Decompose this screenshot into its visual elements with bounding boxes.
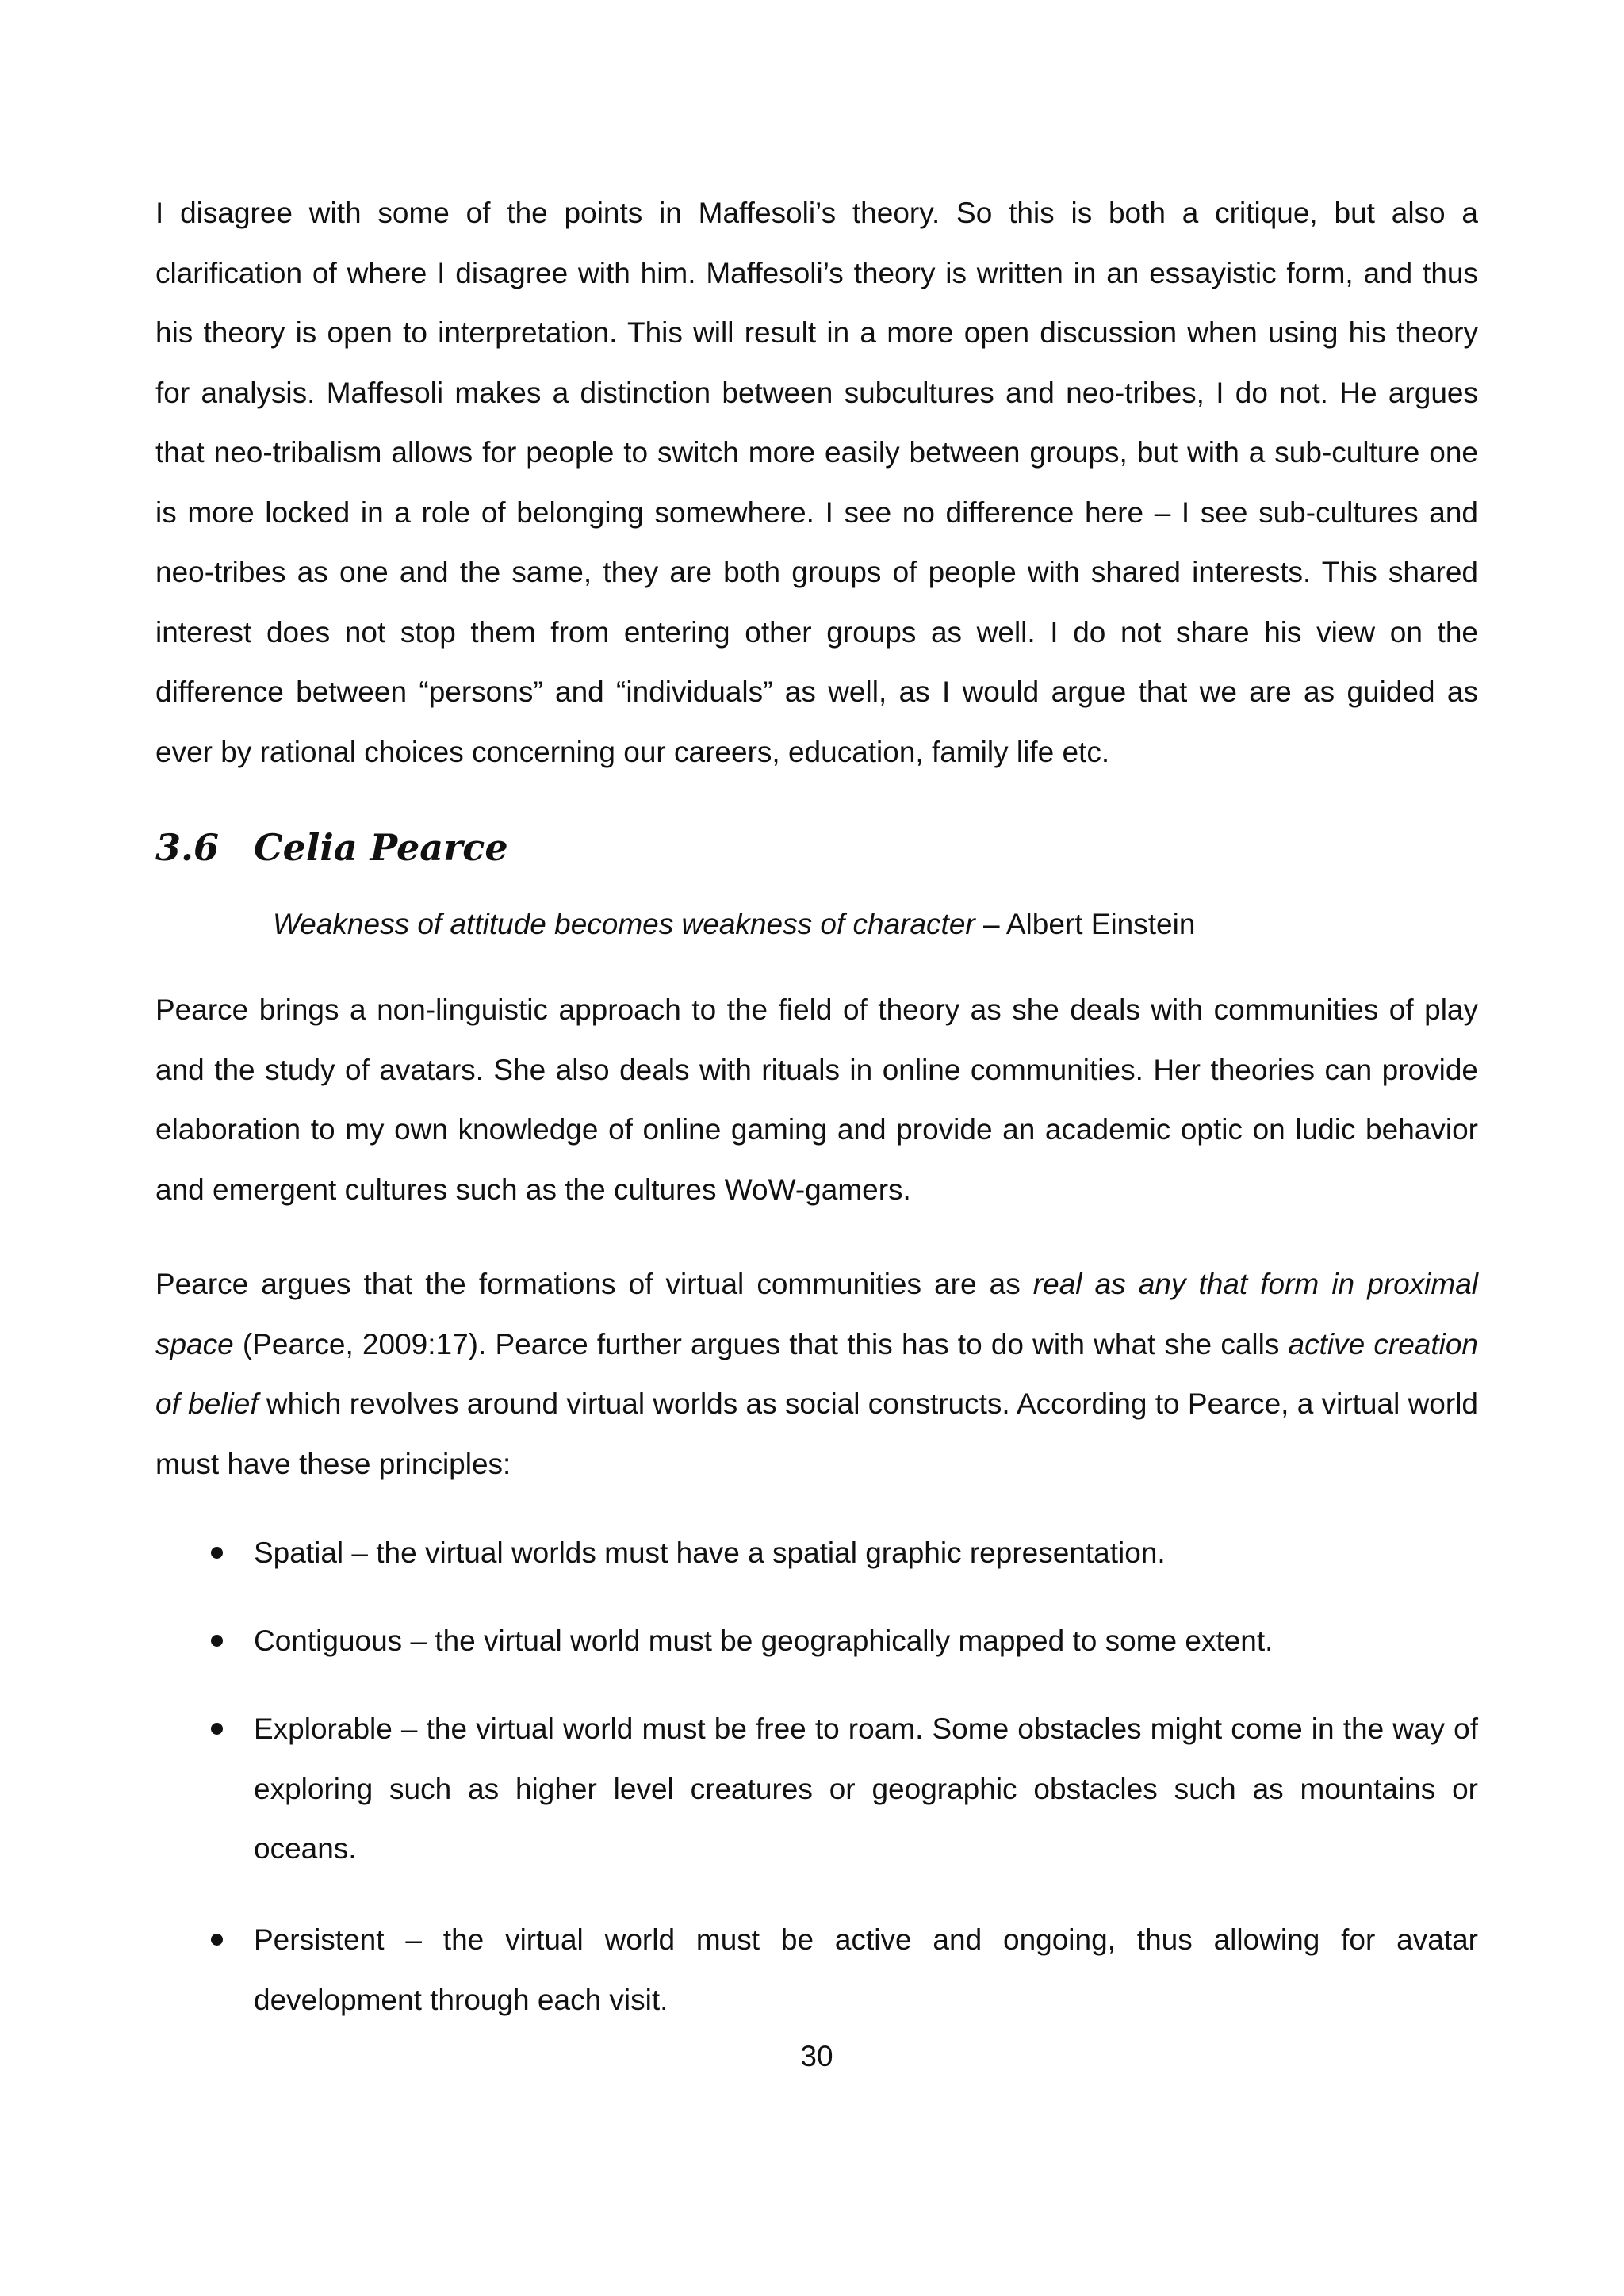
paragraph-text: Pearce argues that the formations of virtual communities are as	[155, 1268, 1033, 1300]
section-heading	[155, 820, 508, 875]
paragraph-text: which revolves around virtual worlds as social constructs. According to Pearce, a virtual world must have these principles:	[155, 1387, 1478, 1480]
list-item-text: Spatial – the virtual worlds must have a spatial graphic representation.	[254, 1536, 1166, 1569]
bullet-icon	[211, 1635, 223, 1647]
epigraph-separator: –	[975, 908, 1006, 940]
paragraph-italic-phrase: active creation of belief	[155, 1327, 1478, 1420]
epigraph	[273, 894, 1195, 954]
list-item-text: Explorable – the virtual world must be free to roam. Some obstacles might come in the way of exploring such as higher level creatures or geographic obstacles such as mountains or oceans.	[254, 1712, 1478, 1865]
bullet-icon	[211, 1547, 223, 1559]
list-item	[155, 1699, 1478, 1879]
paragraph-text: (Pearce, 2009:17). Pearce further argues that this has to do with what she calls	[233, 1327, 1289, 1360]
body-paragraph-pearce-intro: Pearce brings a non-linguistic approach to the field of theory as she deals with communities of play and the study of avatars. She also deals with rituals in online communities. Her theories can provide elaboration to my own knowledge of online gaming and provide an academic optic on ludic behavior and emergent cultures such as the cultures WoW-gamers.	[155, 993, 1478, 1206]
body-paragraph-pearce-argument	[155, 1254, 1478, 1494]
list-item-text: Persistent – the virtual world must be active and ongoing, thus allowing for avatar development through each visit.	[254, 1923, 1478, 2016]
paragraph-italic-phrase: real as any that form in proximal space	[155, 1268, 1479, 1360]
bullet-icon	[211, 1723, 223, 1735]
page-number: 30	[800, 2040, 833, 2072]
epigraph-quote: Weakness of attitude becomes weakness of character	[273, 908, 975, 940]
list-item	[155, 1611, 1478, 1671]
list-item	[155, 1910, 1478, 2030]
list-item	[155, 1523, 1478, 1583]
section-title: Celia Pearce	[254, 826, 508, 869]
body-paragraph-maffesoli-critique: I disagree with some of the points in Maffesoli’s theory. So this is both a critique, but also a clarification of where I disagree with him. Maffesoli’s theory is written in an essayistic form, and thus his theory is open to interpretation. This will result in a more open discussion when using his theory for analysis. Maffesoli makes a distinction between subcultures and neo-tribes, I do not. He argues that neo-tribalism allows for people to switch more easily between groups, but with a sub-culture one is more locked in a role of belonging somewhere. I see no difference here – I see sub-cultures and neo-tribes as one and the same, they are both groups of people with shared interests. This shared interest does not stop them from entering other groups as well. I do not share his view on the difference between “persons” and “individuals” as well, as I would argue that we are as guided as ever by rational choices concerning our careers, education, family life etc.	[155, 197, 1478, 768]
section-number: 3.6	[155, 826, 220, 869]
bullet-icon	[211, 1934, 223, 1946]
epigraph-author: Albert Einstein	[1005, 908, 1196, 940]
list-item-text: Contiguous – the virtual world must be geographically mapped to some extent.	[254, 1624, 1274, 1657]
